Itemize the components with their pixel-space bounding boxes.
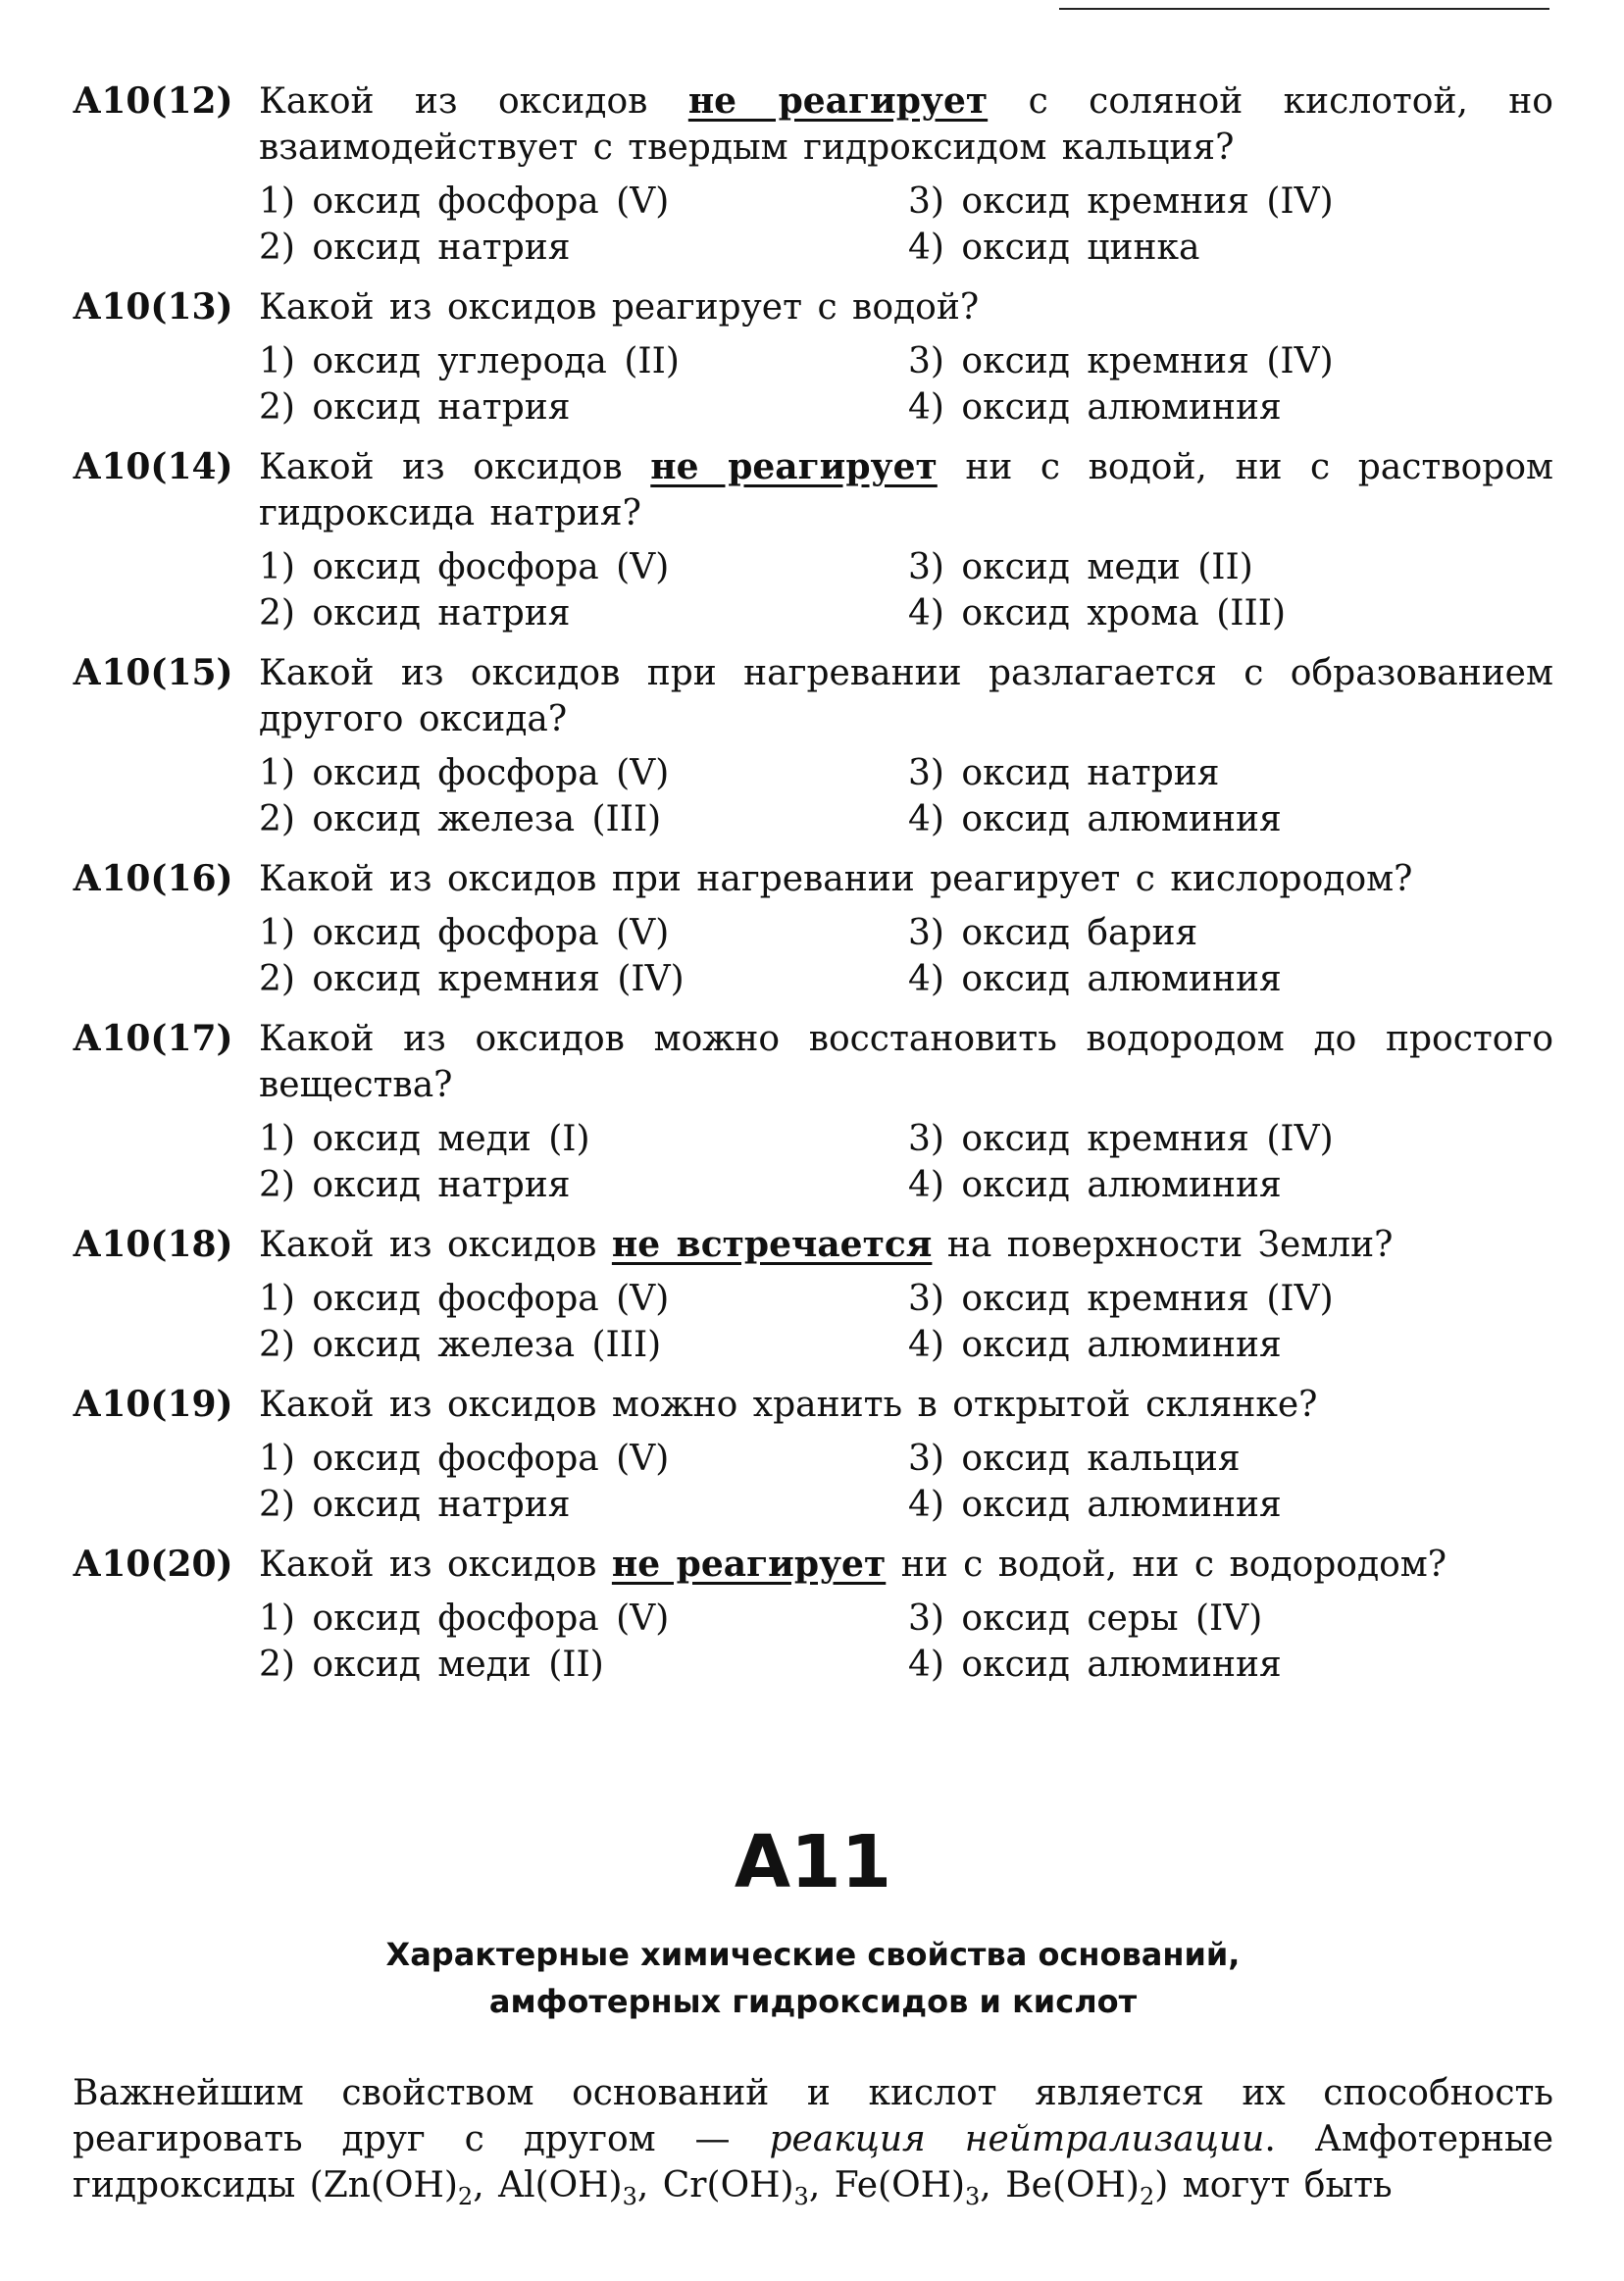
- answer-option: 4) оксид цинка: [908, 228, 1200, 268]
- answer-option: 1) оксид фосфора (V): [259, 547, 670, 587]
- question-text-part: Какой из оксидов можно восстановить водородом до простого вещества?: [259, 1019, 1553, 1105]
- question: [73, 856, 1553, 1002]
- separator: ,: [980, 2165, 1006, 2205]
- formula-subscript: 2: [1139, 2183, 1155, 2211]
- answer-options: [259, 750, 1553, 842]
- section-header: [73, 1820, 1553, 2025]
- formula-subscript: 3: [622, 2183, 637, 2211]
- question: [73, 78, 1553, 271]
- section-title-line1: Характерные химические свойства оснований,: [385, 1936, 1241, 1973]
- question-text: [259, 650, 1553, 742]
- question-text-part: Какой из оксидов при нагревании разлагается с образованием другого оксида?: [259, 653, 1553, 739]
- formula-subscript: 2: [457, 2183, 474, 2211]
- answer-options: [259, 544, 1553, 636]
- answer-option: 3) оксид серы (IV): [908, 1598, 1263, 1639]
- question-text: [259, 1222, 1553, 1268]
- answer-option: 3) оксид кремния (IV): [908, 341, 1334, 381]
- answer-option: 3) оксид кремния (IV): [908, 181, 1334, 222]
- question: [73, 1016, 1553, 1208]
- question-text-part: Какой из оксидов: [259, 1225, 612, 1265]
- question-body: [259, 1222, 1553, 1368]
- question-text: [259, 1016, 1553, 1108]
- answer-option: 2) оксид натрия: [259, 228, 571, 268]
- question-body: [259, 650, 1553, 842]
- question-body: [259, 444, 1553, 636]
- answer-option: 2) оксид натрия: [259, 593, 571, 634]
- question-text-part: Какой из оксидов: [259, 447, 651, 487]
- question-body: [259, 856, 1553, 1002]
- answer-option: 2) оксид кремния (IV): [259, 959, 685, 999]
- question-text-part: Какой из оксидов: [259, 1545, 612, 1585]
- question-number: А10(19): [73, 1384, 233, 1425]
- answer-option: 1) оксид углерода (II): [259, 341, 680, 381]
- formula: Zn(OH): [323, 2165, 458, 2205]
- answer-option: 3) оксид кремния (IV): [908, 1279, 1334, 1319]
- question-number: А10(16): [73, 858, 233, 899]
- question-body: [259, 1382, 1553, 1528]
- question-emphasis: не встречается: [611, 1224, 933, 1265]
- answer-option: 1) оксид фосфора (V): [259, 1439, 670, 1479]
- intro-paragraph: [73, 2070, 1553, 2211]
- intro-italic: реакция нейтрализации: [769, 2119, 1265, 2159]
- section-number: А11: [734, 1820, 892, 1904]
- answer-option: 1) оксид фосфора (V): [259, 753, 670, 793]
- answer-options: [259, 1436, 1553, 1528]
- answer-option: 3) оксид меди (II): [908, 547, 1253, 587]
- top-rule: [1059, 8, 1549, 10]
- separator: ,: [473, 2165, 499, 2205]
- question-number: А10(13): [73, 286, 233, 328]
- answer-option: 2) оксид натрия: [259, 1165, 571, 1205]
- answer-option: 3) оксид натрия: [908, 753, 1220, 793]
- answer-option: 4) оксид алюминия: [908, 1645, 1282, 1685]
- formula: Al(OH): [498, 2165, 623, 2205]
- question-text: [259, 284, 1553, 330]
- intro-text: ) могут быть: [1154, 2165, 1393, 2205]
- answer-option: 1) оксид меди (I): [259, 1119, 590, 1159]
- answer-option: 4) оксид алюминия: [908, 1485, 1282, 1525]
- formula: Fe(OH): [834, 2165, 966, 2205]
- answer-option: 1) оксид фосфора (V): [259, 913, 670, 953]
- separator: ,: [636, 2165, 663, 2205]
- answer-option: 1) оксид фосфора (V): [259, 1598, 670, 1639]
- question-emphasis: не реагирует: [611, 1544, 887, 1585]
- answer-options: [259, 338, 1553, 431]
- question: [73, 1542, 1553, 1688]
- question-text-part: ни с водой, ни с водородом?: [886, 1545, 1447, 1585]
- section-title-line2: амфотерных гидроксидов и кислот: [488, 1983, 1138, 2020]
- question-body: [259, 284, 1553, 431]
- answer-options: [259, 1116, 1553, 1208]
- question-text-part: Какой из оксидов при нагревании реагирует с кислородом?: [259, 859, 1413, 899]
- answer-option: 3) оксид бария: [908, 913, 1198, 953]
- answer-option: 2) оксид железа (III): [259, 1325, 662, 1365]
- question-emphasis: не реагирует: [650, 446, 938, 487]
- question-text: [259, 444, 1553, 536]
- question-text-part: Какой из оксидов можно хранить в открытой склянке?: [259, 1385, 1318, 1425]
- question-number: А10(20): [73, 1544, 233, 1585]
- question: [73, 650, 1553, 842]
- answer-option: 2) оксид железа (III): [259, 799, 662, 839]
- formula: Cr(OH): [662, 2165, 794, 2205]
- question-number: А10(18): [73, 1224, 233, 1265]
- separator: ,: [808, 2165, 835, 2205]
- question-body: [259, 1542, 1553, 1688]
- question: [73, 1382, 1553, 1528]
- answer-option: 3) оксид кальция: [908, 1439, 1241, 1479]
- question-text: [259, 1382, 1553, 1428]
- question-body: [259, 78, 1553, 271]
- question-text-part: с соляной кислотой, но взаимодействует с твердым гидроксидом кальция?: [259, 81, 1553, 168]
- question: [73, 284, 1553, 431]
- answer-option: 2) оксид натрия: [259, 1485, 571, 1525]
- answer-option: 4) оксид алюминия: [908, 1325, 1282, 1365]
- question-text-part: Какой из оксидов: [259, 81, 688, 122]
- question-number: А10(17): [73, 1018, 233, 1059]
- answer-option: 4) оксид алюминия: [908, 959, 1282, 999]
- answer-option: 1) оксид фосфора (V): [259, 1279, 670, 1319]
- section-title: [73, 1931, 1553, 2025]
- question-text-part: ни с водой, ни с раствором гидроксида натрия?: [259, 447, 1553, 533]
- question: [73, 1222, 1553, 1368]
- formula-subscript: 3: [793, 2183, 809, 2211]
- answer-option: 4) оксид алюминия: [908, 799, 1282, 839]
- question-list: [73, 78, 1553, 1688]
- question-number: А10(15): [73, 652, 233, 693]
- answer-option: 4) оксид алюминия: [908, 1165, 1282, 1205]
- formula-subscript: 3: [965, 2183, 981, 2211]
- answer-options: [259, 178, 1553, 271]
- page: [73, 78, 1553, 2211]
- answer-option: 1) оксид фосфора (V): [259, 181, 670, 222]
- question-text-part: на поверхности Земли?: [932, 1225, 1394, 1265]
- answer-option: 4) оксид алюминия: [908, 387, 1282, 428]
- formula: Be(OH): [1005, 2165, 1140, 2205]
- answer-options: [259, 910, 1553, 1002]
- question-text: [259, 78, 1553, 171]
- answer-option: 3) оксид кремния (IV): [908, 1119, 1334, 1159]
- answer-option: 4) оксид хрома (III): [908, 593, 1287, 634]
- answer-options: [259, 1596, 1553, 1688]
- question-text-part: Какой из оксидов реагирует с водой?: [259, 287, 980, 328]
- answer-options: [259, 1276, 1553, 1368]
- question-text: [259, 856, 1553, 902]
- question-body: [259, 1016, 1553, 1208]
- intro-text: . Амфотерные гидроксиды (: [73, 2119, 1553, 2205]
- question-number: А10(14): [73, 446, 233, 487]
- intro-text: Важнейшим свойством оснований и кислот является их способность реагировать друг с другом —: [73, 2073, 1553, 2159]
- question-text: [259, 1542, 1553, 1588]
- answer-option: 2) оксид натрия: [259, 387, 571, 428]
- question: [73, 444, 1553, 636]
- question-number: А10(12): [73, 80, 233, 122]
- answer-option: 2) оксид меди (II): [259, 1645, 604, 1685]
- question-emphasis: не реагирует: [687, 80, 989, 122]
